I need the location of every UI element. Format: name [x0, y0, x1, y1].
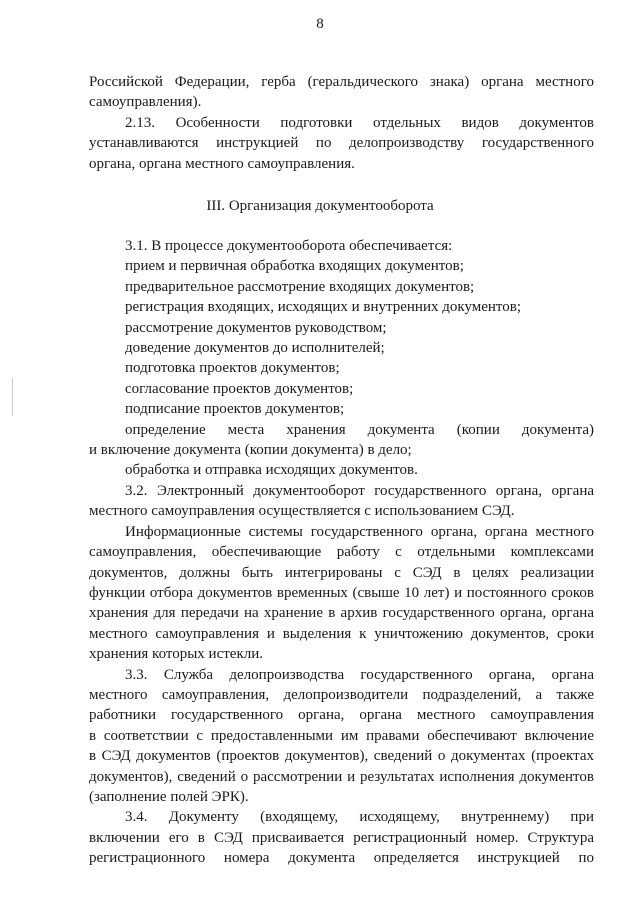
text-line: функции отбора документов временных (свыше 10 лет) и постоянного сроков [89, 584, 594, 601]
text-line: подписание проектов документов; [125, 401, 345, 418]
text-line: Российской Федерации, герба (геральдического знака) органа местного [89, 74, 594, 90]
text-line: 3.4. Документу (входящему, исходящему, внутреннему) при [125, 809, 594, 826]
intro-paragraphs [89, 72, 594, 174]
text-line: Информационные системы государственного органа, органа местного [125, 523, 594, 540]
text-line: в соответствии с предоставленными им правами обеспечивают включение [89, 727, 594, 744]
text-line: в СЭД документов (проектов документов), сведений о документах (проектах [89, 748, 594, 765]
text-line: самоуправления, обеспечивающие работу с отдельными комплексами [89, 544, 594, 561]
text-line: и включение документа (копии документа) в дело; [89, 442, 412, 459]
text-line: 3.1. В процессе документооборота обеспечивается: [125, 238, 453, 254]
text-line: прием и первичная обработка входящих документов; [125, 258, 464, 275]
text-line: местного самоуправления осуществляется с использованием СЭД. [89, 503, 515, 520]
text-line: хранения которых истекли. [89, 646, 264, 663]
text-line: местного самоуправления и выделения к уничтожению документов, сроки [89, 625, 594, 642]
text-line: местного самоуправления, делопроизводители подразделений, а также [89, 686, 594, 703]
text-line: предварительное рассмотрение входящих документов; [125, 278, 475, 295]
text-line: устанавливаются инструкцией по делопроизводству государственного [89, 135, 594, 152]
text-line: согласование проектов документов; [125, 380, 354, 397]
text-line: определение места хранения документа (копии документа) [125, 421, 594, 438]
text-line: документов, должны быть интегрированы с СЭД в целях реализации [89, 564, 594, 581]
section-body [89, 236, 594, 869]
text-line: регистрация входящих, исходящих и внутренних документов; [125, 299, 522, 316]
text-line: 2.13. Особенности подготовки отдельных видов документов [125, 114, 594, 131]
text-line: 3.2. Электронный документооборот государственного органа, органа [125, 482, 594, 499]
margin-mark [12, 378, 13, 416]
text-line: доведение документов до исполнителей; [125, 340, 385, 357]
text-line: 3.3. Служба делопроизводства государственного органа, органа [125, 666, 594, 683]
text-line: самоуправления). [89, 94, 202, 111]
text-line: подготовка проектов документов; [125, 360, 340, 377]
text-line: хранения для передачи на хранение в архив государственного органа, органа [89, 605, 594, 622]
text-line: включении его в СЭД присваивается регистрационный номер. Структура [89, 829, 594, 846]
text-line: регистрационного номера документа определяется инструкцией по [89, 850, 594, 867]
text-line: органа, органа местного самоуправления. [89, 155, 355, 172]
text-line: документов), сведений о рассмотрении и результатах исполнения документов [89, 768, 594, 785]
section-heading: III. Организация документооборота [206, 198, 434, 214]
text-line: обработка и отправка исходящих документов. [125, 462, 418, 479]
text-line: (заполнение полей ЭРК). [89, 788, 249, 805]
text-line: рассмотрение документов руководством; [125, 319, 387, 336]
text-line: работники государственного органа, органа местного самоуправления [89, 707, 594, 724]
page-number: 8 [316, 16, 324, 32]
